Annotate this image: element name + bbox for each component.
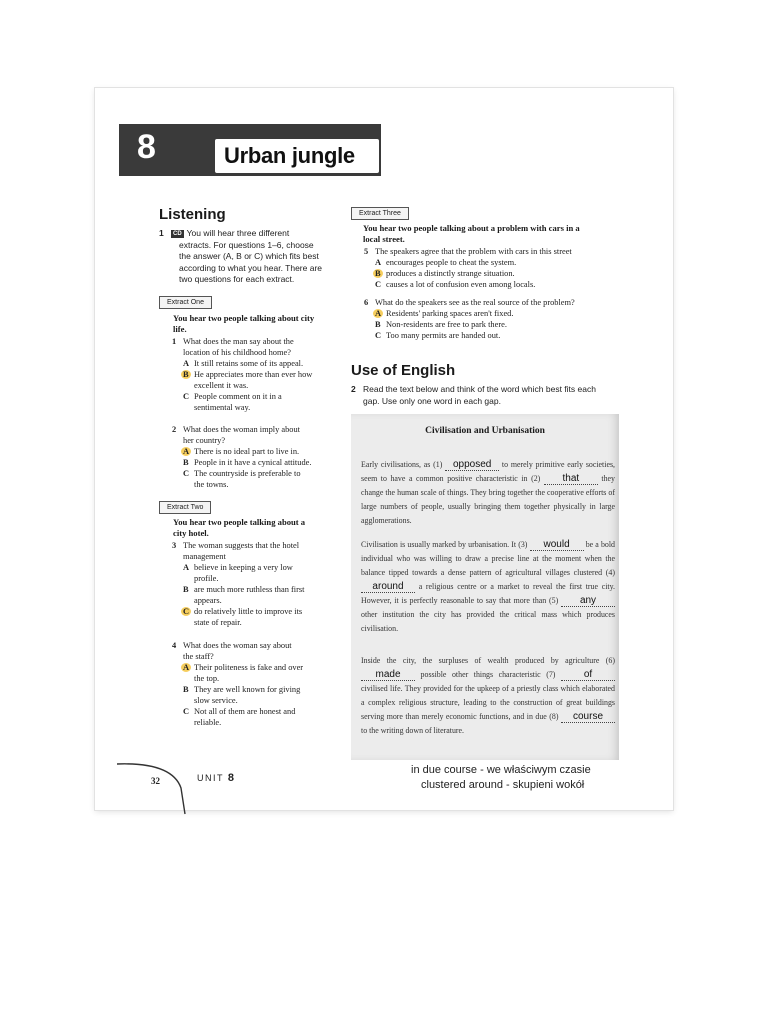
option-6c: C Too many permits are handed out. xyxy=(375,331,501,340)
question-4: 4 What does the woman say about the staff? A Their politeness is fake and over the top. B They are well known for giving slow service. C Not all of them are honest and reliable. xyxy=(183,640,353,728)
extract-one-context: You hear two people talking about city life. xyxy=(173,313,315,334)
option-5b: B produces a distinctly strange situation. xyxy=(375,269,515,278)
option-4c: C Not all of them are honest and reliable. xyxy=(183,707,296,727)
extract-three-tag: Extract Three xyxy=(351,207,409,220)
option-3c: C do relatively little to improve its state of repair. xyxy=(183,607,303,627)
reading-text-box xyxy=(351,414,619,760)
option-1c: C People comment on it in a sentimental way. xyxy=(183,392,282,412)
question-5: 5 The speakers agree that the problem with cars in this street A encourages people to cheat the system. B produces a distinctly strange situation. C causes a lot of confusion even among locals. xyxy=(375,246,625,290)
question-3: 3 The woman suggests that the hotel management A believe in keeping a very low profile. B are much more ruthless than first appears. C do relatively little to improve its state of repair. xyxy=(183,540,353,628)
option-4b: B They are well known for giving slow service. xyxy=(183,685,301,705)
listening-instruction: 1 CD You will hear three different extracts. For questions 1–6, choose the answer (A, B or C) which fits best according to what you hear. There are two questions for each extract. xyxy=(159,228,323,285)
note-1: in due course - we właściwym czasie xyxy=(411,764,591,776)
option-2c: C The countryside is preferable to the towns. xyxy=(183,469,301,489)
gap-5-answer[interactable]: any xyxy=(561,595,615,607)
unit-number: 8 xyxy=(137,128,156,166)
listening-heading: Listening xyxy=(159,206,226,223)
paragraph-1: Early civilisations, as (1) opposed to merely primitive early societies, seem to have a common positive characteristic in (2) that they change the human scale of things. They bring together the cooperative efforts of large numbers of people, usually bringing them together physically in large agglomerations. xyxy=(361,459,615,525)
gap-8-answer[interactable]: course xyxy=(561,711,615,723)
option-4a: A Their politeness is fake and over the top. xyxy=(183,663,304,683)
option-1a: A It still retains some of its appeal. xyxy=(183,359,304,368)
unit-title: Urban jungle xyxy=(213,137,381,175)
option-5a: A encourages people to cheat the system. xyxy=(375,258,517,267)
option-3a: A believe in keeping a very low profile. xyxy=(183,563,293,583)
gap-3-answer[interactable]: would xyxy=(530,539,584,551)
option-1b: B He appreciates more than ever how excellent it was. xyxy=(183,370,313,390)
cd-icon: CD xyxy=(173,231,182,237)
gap-7-answer[interactable]: of xyxy=(561,669,615,681)
unit-footer: UNIT 8 xyxy=(197,772,234,784)
gap-1-answer[interactable]: opposed xyxy=(445,459,499,471)
option-3b: B are much more ruthless than first appears. xyxy=(183,585,305,605)
option-5c: C causes a lot of confusion even among locals. xyxy=(375,280,536,289)
note-2: clustered around - skupieni wokół xyxy=(421,779,585,791)
gap-4-answer[interactable]: around xyxy=(361,581,415,593)
question-2: 2 What does the woman imply about her country? A There is no ideal part to live in. B People in it have a cynical attitude. C The countryside is preferable to the towns. xyxy=(183,424,353,490)
extract-one-tag: Extract One xyxy=(159,296,212,309)
option-6b: B Non-residents are free to park there. xyxy=(375,320,507,329)
extract-two-tag: Extract Two xyxy=(159,501,211,514)
textbook-page xyxy=(95,88,673,810)
option-2b: B People in it have a cynical attitude. xyxy=(183,458,312,467)
text-title: Civilisation and Urbanisation xyxy=(425,426,545,436)
page-number: 32 xyxy=(151,776,160,786)
extract-three-context: You hear two people talking about a problem with cars in a local street. xyxy=(363,223,580,244)
paragraph-2: Civilisation is usually marked by urbanisation. It (3) would be a bold individual who was willing to draw a precise line at the moment when the balance tipped towards a dense pattern of agricultural villages clustered (4) around a religious centre or a market to reveal the first true city. However, it is perfectly reasonable to say that more than (5) any other institution the city has provided the critical mass which produces civilisation. xyxy=(361,539,615,633)
use-of-english-instruction: 2 Read the text below and think of the word which best fits each gap. Use only one word in each gap. xyxy=(351,384,596,406)
use-of-english-heading: Use of English xyxy=(351,362,456,379)
option-6a: A Residents' parking spaces aren't fixed. xyxy=(375,309,514,318)
extract-two-context: You hear two people talking about a city hotel. xyxy=(173,517,306,538)
footer-curve xyxy=(117,756,189,816)
gap-6-answer[interactable]: made xyxy=(361,669,415,681)
question-1: 1 What does the man say about the location of his childhood home? A It still retains some of its appeal. B He appreciates more than ever how excellent it was. C People comment on it in a sentimental way. xyxy=(183,336,353,413)
gap-2-answer[interactable]: that xyxy=(544,473,598,485)
option-2a: A There is no ideal part to live in. xyxy=(183,447,300,456)
question-6: 6 What do the speakers see as the real source of the problem? A Residents' parking spaces aren't fixed. B Non-residents are free to park there. C Too many permits are handed out. xyxy=(375,297,625,341)
paragraph-3: Inside the city, the surpluses of wealth produced by agriculture (6) made possible other things characteristic (7) of civilised life. They provided for the upkeep of a priestly class which elaborated a complex religious structure, leading to the construction of great buildings serving more than merely economic functions, and in due (8) course to the writing down of literature. xyxy=(361,656,615,735)
